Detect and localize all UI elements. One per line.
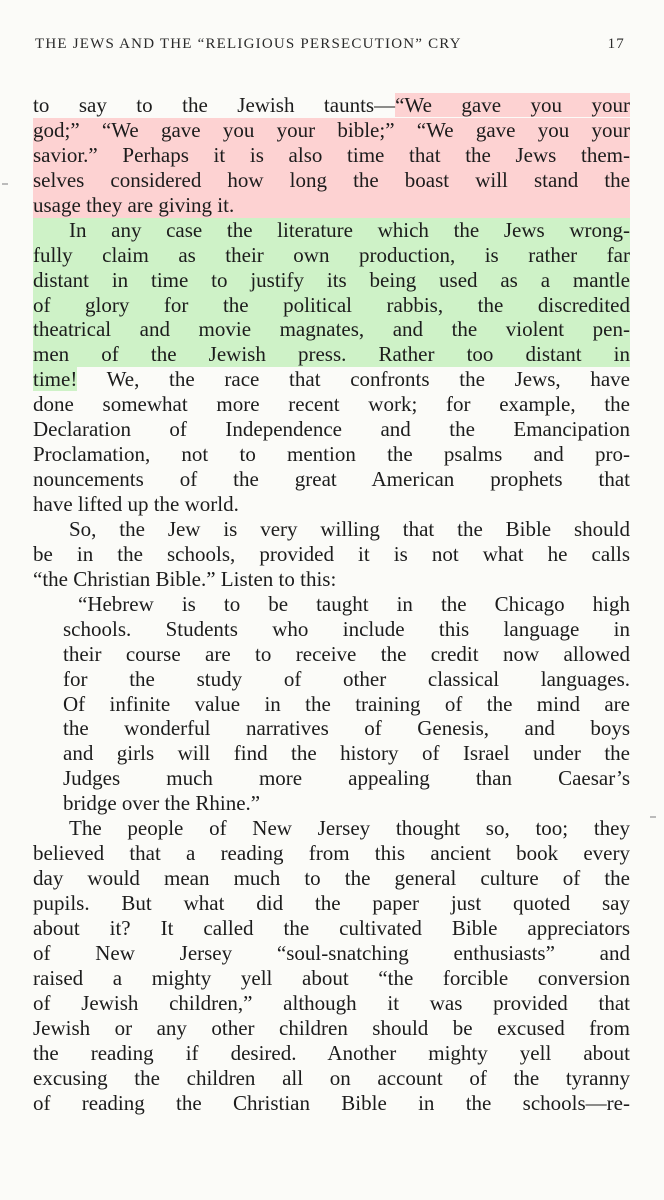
text-line	[33, 816, 630, 841]
text-line	[33, 791, 630, 816]
line-text: done somewhat more recent work; for example, the	[33, 392, 630, 417]
line-text: about it? It called the cultivated Bible appreciators	[33, 915, 630, 940]
text-line	[33, 517, 630, 542]
text-line	[33, 268, 630, 293]
text-line	[33, 716, 630, 741]
text-line	[33, 542, 630, 567]
text-line	[33, 1041, 630, 1066]
line-text: day would mean much to the general culture of the	[33, 866, 630, 891]
text-line	[33, 417, 630, 442]
text-line	[33, 193, 630, 218]
line-text: Jewish or any other children should be excused from	[33, 1015, 630, 1040]
text-line	[33, 866, 630, 891]
text-line	[33, 1066, 630, 1091]
line-text: “Hebrew is to be taught in the Chicago high	[78, 591, 630, 616]
margin-mark	[650, 816, 656, 818]
text-line	[33, 143, 630, 168]
highlight-green-text: theatrical and movie magnates, and the violent pen-	[33, 317, 630, 342]
line-text: the reading if desired. Another mighty yell about	[33, 1040, 630, 1065]
highlight-green-text: distant in time to justify its being used as a mantle	[33, 267, 630, 292]
text-line	[33, 916, 630, 941]
highlight-green-text: time!	[33, 367, 78, 392]
highlight-green-text: In any case the literature which the Jews wrong-	[69, 217, 630, 242]
text-line	[33, 442, 630, 467]
line-text: The people of New Jersey thought so, too; they	[69, 816, 630, 841]
line-text: to say to the Jewish taunts—	[33, 93, 396, 117]
body-text	[33, 93, 630, 1115]
line-text: their course are to receive the credit now allowed	[63, 641, 630, 666]
text-line	[33, 392, 630, 417]
page-number: 17	[607, 36, 625, 52]
highlight-red-text: selves considered how long the boast will stand the	[33, 167, 630, 192]
highlight-red-text: usage they are giving it.	[33, 192, 235, 217]
text-line	[33, 941, 630, 966]
line-text: bridge over the Rhine.”	[63, 791, 261, 816]
line-text: Of infinite value in the training of the mind are	[63, 691, 630, 716]
text-line	[33, 492, 630, 517]
line-text: be in the schools, provided it is not what he calls	[33, 541, 630, 566]
line-text: of Jewish children,” although it was provided that	[33, 990, 630, 1015]
highlight-green-text: of glory for the political rabbis, the discredited	[33, 292, 630, 317]
text-line	[33, 741, 630, 766]
text-line	[33, 891, 630, 916]
text-line	[33, 1091, 630, 1116]
text-line	[33, 467, 630, 492]
line-text: “the Christian Bible.” Listen to this:	[33, 566, 337, 591]
line-text: and girls will find the history of Israel under the	[63, 741, 630, 766]
line-text: pupils. But what did the paper just quoted say	[33, 891, 630, 915]
line-text: of reading the Christian Bible in the schools—re-	[33, 1090, 630, 1115]
line-text: the wonderful narratives of Genesis, and boys	[63, 716, 630, 741]
line-text: for the study of other classical languages.	[63, 666, 630, 691]
line-text: We, the race that confronts the Jews, have	[77, 367, 630, 392]
text-line	[33, 766, 630, 791]
text-line	[33, 692, 630, 717]
text-line	[33, 841, 630, 866]
running-title: THE JEWS AND THE “RELIGIOUS PERSECUTION” CRY	[35, 36, 462, 52]
line-text: raised a mighty yell about “the forcible conversion	[33, 965, 630, 990]
text-line	[33, 617, 630, 642]
line-text: nouncements of the great American prophets that	[33, 467, 630, 492]
text-line	[33, 367, 630, 392]
margin-mark	[2, 183, 8, 185]
text-line	[33, 218, 630, 243]
text-line	[33, 317, 630, 342]
text-line	[33, 1016, 630, 1041]
text-line	[33, 592, 630, 617]
text-line	[33, 93, 630, 118]
line-text: Judges much more appealing than Caesar’s	[63, 766, 630, 791]
text-line	[33, 567, 630, 592]
line-text: have lifted up the world.	[33, 492, 239, 516]
line-text: Proclamation, not to mention the psalms and pro-	[33, 442, 630, 467]
text-line	[33, 991, 630, 1016]
line-text: schools. Students who include this language in	[63, 616, 630, 641]
line-text: Declaration of Independence and the Emancipation	[33, 417, 630, 442]
line-text: So, the Jew is very willing that the Bible should	[69, 516, 630, 541]
text-line	[33, 966, 630, 991]
text-line	[33, 118, 630, 143]
line-text: excusing the children all on account of the tyranny	[33, 1065, 630, 1090]
text-line	[33, 642, 630, 667]
text-line	[33, 293, 630, 318]
text-line	[33, 243, 630, 268]
line-text: of New Jersey “soul-snatching enthusiasts” and	[33, 940, 630, 965]
text-line	[33, 667, 630, 692]
highlight-red-text: savior.” Perhaps it is also time that the Jews them-	[33, 142, 630, 167]
text-line	[33, 168, 630, 193]
highlight-green-text: fully claim as their own production, is rather far	[33, 242, 630, 267]
highlight-green-text: men of the Jewish press. Rather too distant in	[33, 342, 630, 367]
text-line	[33, 342, 630, 367]
highlight-red-text: “We gave you your	[395, 93, 630, 117]
line-text: believed that a reading from this ancient book every	[33, 841, 630, 866]
running-head	[35, 36, 625, 53]
highlight-red-text: god;” “We gave you your bible;” “We gave you your	[33, 117, 630, 142]
